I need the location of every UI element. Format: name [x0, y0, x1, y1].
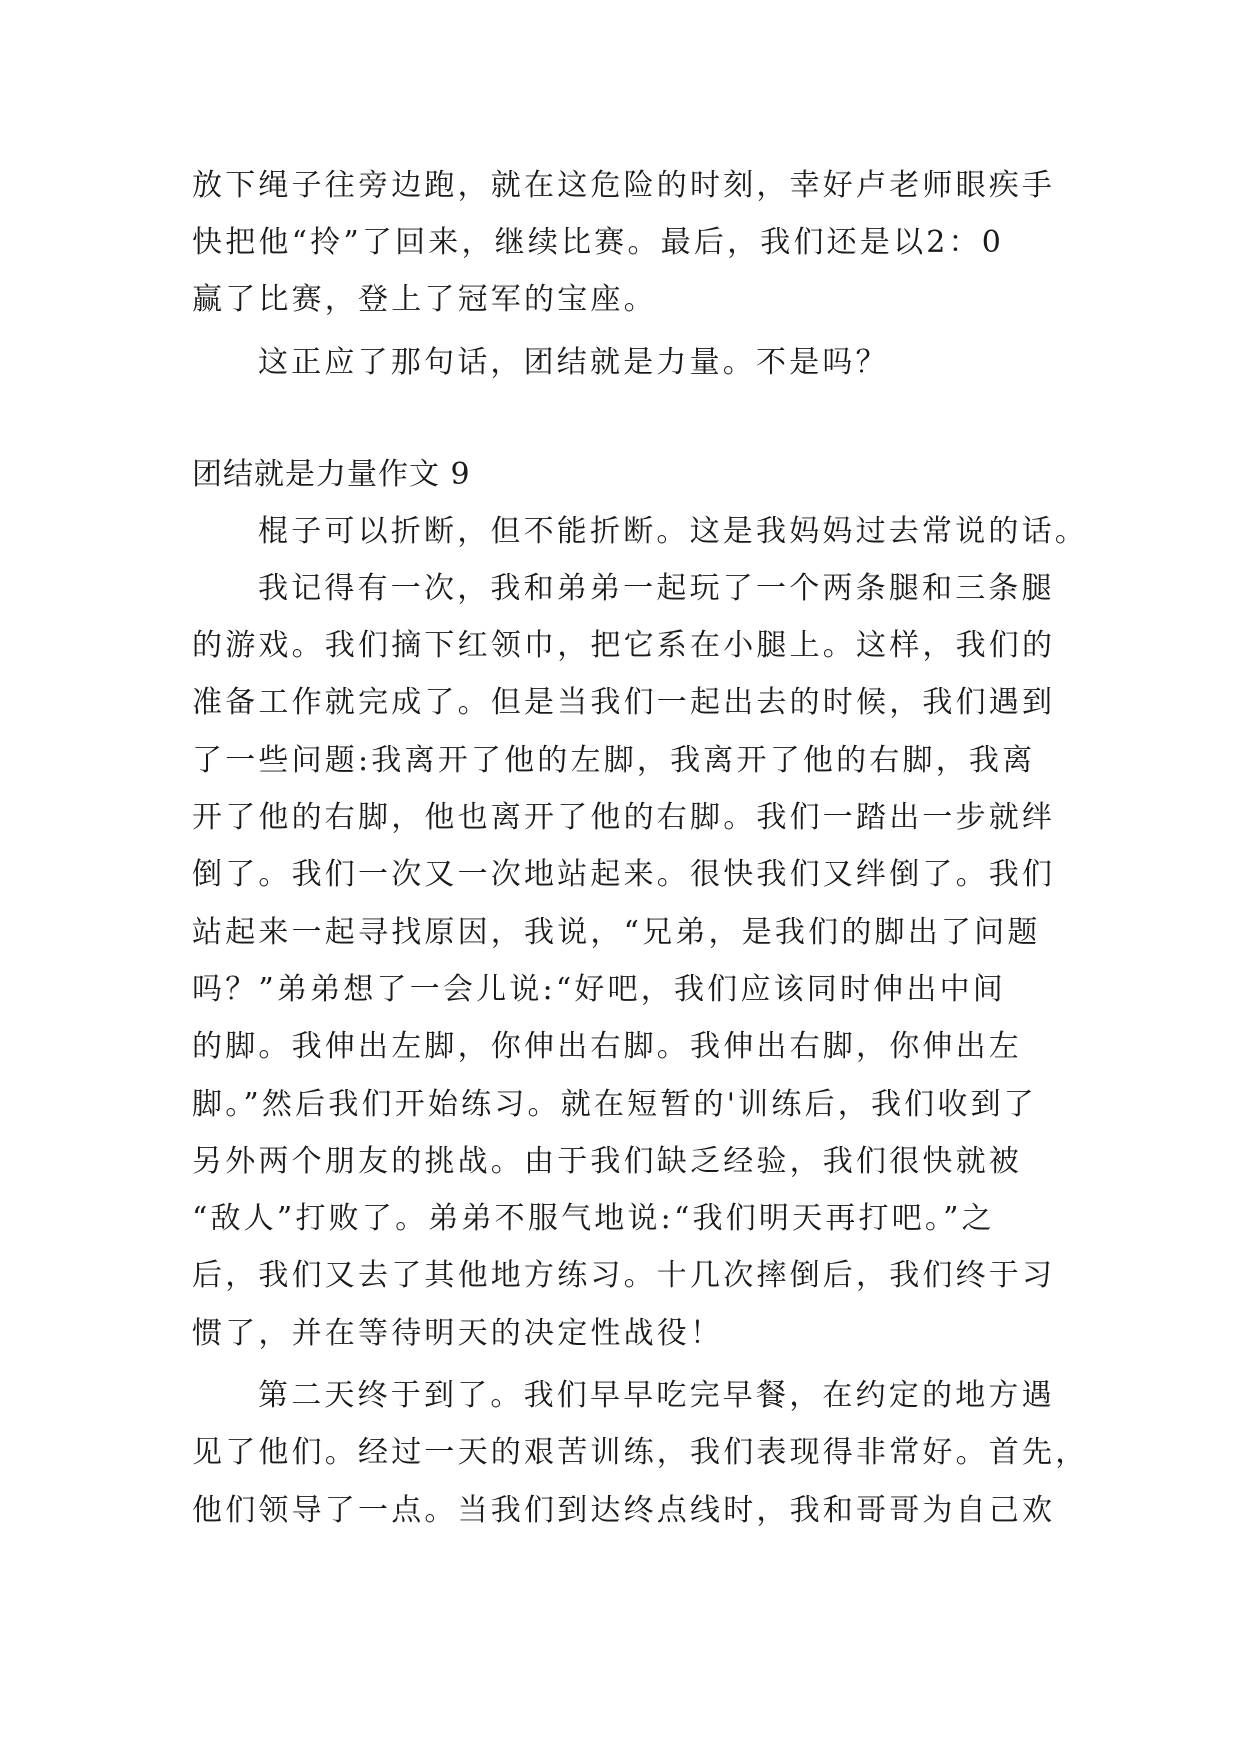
text-line: 脚。”然后我们开始练习。就在短暂的'训练后，我们收到了	[192, 1087, 1037, 1122]
text-line: 惯了，并在等待明天的决定性战役！	[192, 1316, 724, 1351]
text-line: 见了他们。经过一天的艰苦训练，我们表现得非常好。首先，	[192, 1435, 1089, 1470]
paragraph-first-line: 棍子可以折断，但不能折断。这是我妈妈过去常说的话。	[258, 514, 1088, 549]
paragraph-first-line: 第二天终于到了。我们早早吃完早餐，在约定的地方遇	[258, 1378, 1055, 1413]
text-line: 放下绳子往旁边跑，就在这危险的时刻，幸好卢老师眼疾手	[192, 168, 1056, 203]
text-line: “敌人”打败了。弟弟不服气地说:“我们明天再打吧。”之	[192, 1201, 995, 1236]
paragraph-first-line: 我记得有一次，我和弟弟一起玩了一个两条腿和三条腿	[258, 571, 1055, 606]
text-line: 的游戏。我们摘下红领巾，把它系在小腿上。这样，我们的	[192, 628, 1056, 663]
text-line: 了一些问题:我离开了他的左脚，我离开了他的右脚，我离	[192, 743, 1036, 778]
text-line: 站起来一起寻找原因，我说，“兄弟，是我们的脚出了问题	[192, 915, 1041, 950]
text-line: 开了他的右脚，他也离开了他的右脚。我们一踏出一步就绊	[192, 800, 1056, 835]
text-line: 另外两个朋友的挑战。由于我们缺乏经验，我们很快就被	[192, 1144, 1022, 1179]
text-line: 倒了。我们一次又一次地站起来。很快我们又绊倒了。我们	[192, 857, 1056, 892]
paragraph-first-line: 这正应了那句话，团结就是力量。不是吗？	[258, 345, 889, 380]
text-line: 吗？”弟弟想了一会儿说:“好吧，我们应该同时伸出中间	[192, 972, 1006, 1007]
text-line: 准备工作就完成了。但是当我们一起出去的时候，我们遇到	[192, 685, 1056, 720]
text-line: 快把他“拎”了回来，继续比赛。最后，我们还是以2：0	[192, 225, 1005, 260]
section-heading: 团结就是力量作文 9	[192, 457, 471, 492]
text-line: 后，我们又去了其他地方练习。十几次摔倒后，我们终于习	[192, 1258, 1056, 1293]
text-line: 他们领导了一点。当我们到达终点线时，我和哥哥为自己欢	[192, 1493, 1056, 1528]
text-line: 的脚。我伸出左脚，你伸出右脚。我伸出右脚，你伸出左	[192, 1029, 1022, 1064]
text-line: 赢了比赛，登上了冠军的宝座。	[192, 282, 657, 317]
